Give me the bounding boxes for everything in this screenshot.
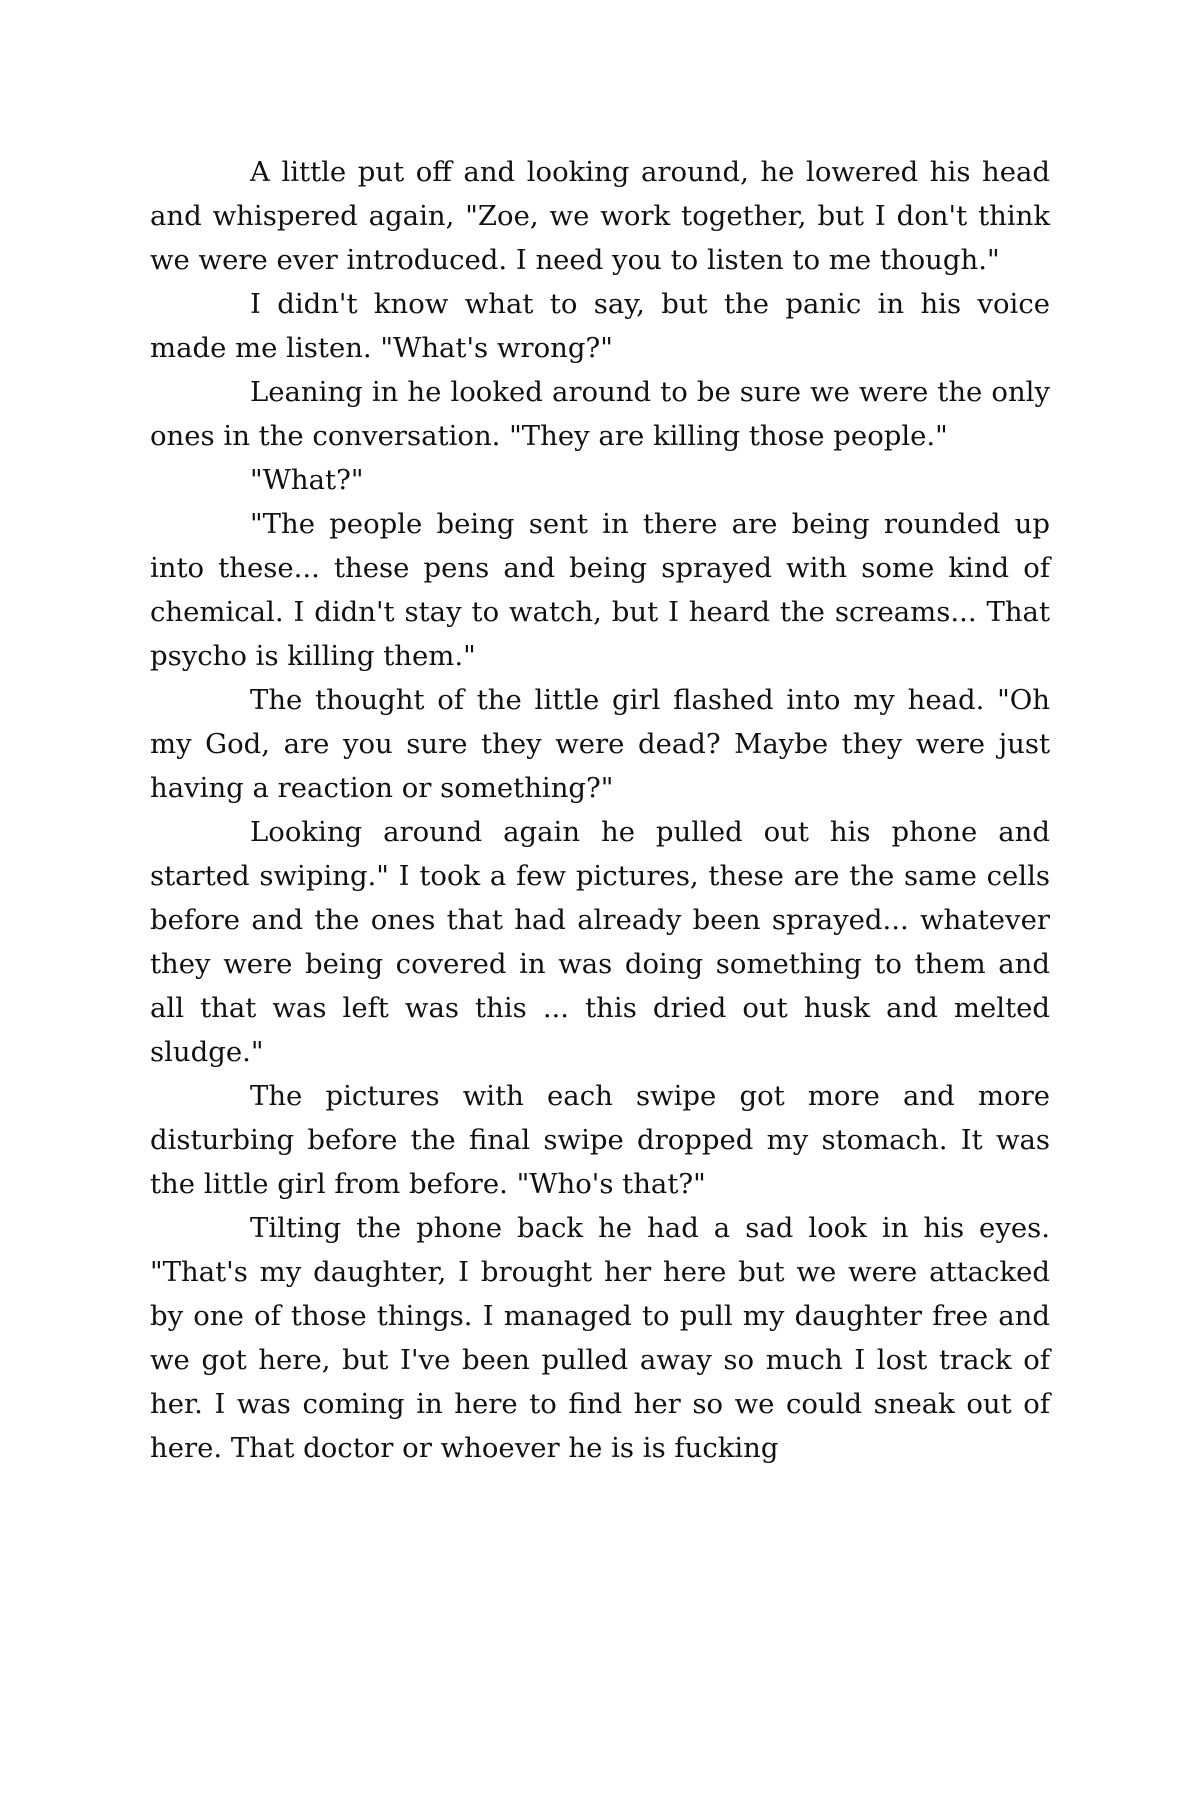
paragraph: Leaning in he looked around to be sure we were the only ones in the conversation. "They are killing those people." — [150, 376, 1050, 452]
paragraph: The pictures with each swipe got more and more disturbing before the final swipe dropped my stomach. It was the little girl from before. "Who's that?" — [150, 1080, 1050, 1200]
paragraph: Looking around again he pulled out his phone and started swiping." I took a few pictures, these are the same cells before and the ones that had already been sprayed... whatever they were being covered in was doing something to them and all that was left was this ... this dried out husk and melted sludge." — [150, 816, 1050, 1068]
paragraph: Tilting the phone back he had a sad look in his eyes. "That's my daughter, I brought her here but we were attacked by one of those things. I managed to pull my daughter free and we got here, but I've been pulled away so much I lost track of her. I was coming in here to find her so we could sneak out of here. That doctor or whoever he is is fucking — [150, 1212, 1050, 1464]
paragraph: A little put off and looking around, he lowered his head and whispered again, "Zoe, we work together, but I don't think we were ever introduced. I need you to listen to me though." — [150, 156, 1050, 276]
paragraph: The thought of the little girl flashed into my head. "Oh my God, are you sure they were dead? Maybe they were just having a reaction or something?" — [150, 684, 1050, 804]
paragraph: "The people being sent in there are being rounded up into these... these pens and being sprayed with some kind of chemical. I didn't stay to watch, but I heard the screams... That psycho is killing them." — [150, 508, 1050, 672]
paragraph: "What?" — [250, 464, 364, 496]
body-text — [150, 150, 1050, 1470]
paragraph: I didn't know what to say, but the panic in his voice made me listen. "What's wrong?" — [150, 288, 1050, 364]
